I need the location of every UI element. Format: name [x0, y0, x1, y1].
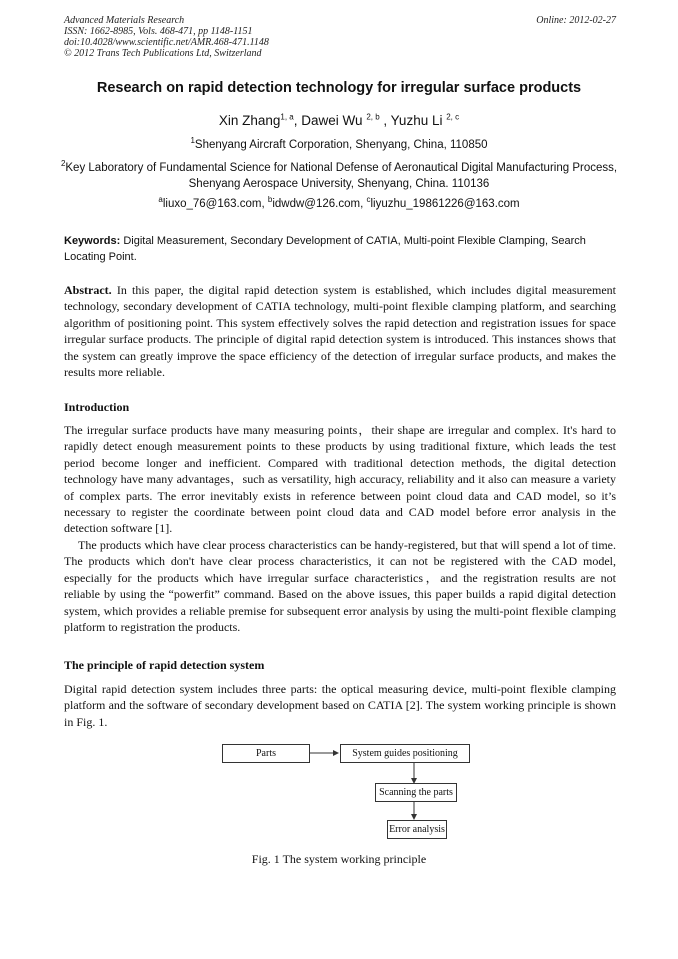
abstract-paragraph — [64, 282, 616, 380]
figure-caption: Fig. 1 The system working principle — [251, 852, 427, 866]
affiliation-superscript: 1 — [190, 136, 195, 146]
author-superscript: 2, c — [446, 112, 460, 122]
abstract-label: Abstract. — [64, 283, 112, 297]
flowchart-box-error-analysis: Error analysis — [387, 820, 447, 839]
copyright-line: © 2012 Trans Tech Publications Ltd, Switzerland — [64, 48, 262, 59]
email-address: liuxo_76@163.com, — [162, 198, 265, 210]
affiliation-2 — [40, 160, 638, 192]
author-superscript: 2, b — [366, 112, 380, 122]
author-name: Yuzhu Li — [390, 113, 443, 128]
email-superscript: c — [366, 195, 371, 205]
doi-line: doi:10.4028/www.scientific.net/AMR.468-471.1148 — [64, 37, 269, 48]
journal-name: Advanced Materials Research — [64, 15, 185, 26]
email-superscript: a — [158, 195, 163, 205]
keywords-text: Digital Measurement, Secondary Development of CATIA, Multi-point Flexible Clamping, Search Locating Point. — [64, 235, 586, 263]
author-name: Xin Zhang — [218, 113, 281, 128]
author-name: Dawei Wu — [301, 113, 363, 128]
affiliation-text: Shenyang Aircraft Corporation, Shenyang, China, 110850 — [194, 139, 488, 151]
section-heading-introduction: Introduction — [64, 400, 130, 414]
keywords-block — [64, 233, 616, 265]
journal-header — [64, 15, 616, 59]
flowchart-box-parts: Parts — [222, 744, 310, 763]
email-address: idwdw@126.com, — [272, 198, 364, 210]
paper-title: Research on rapid detection technology for irregular surface products — [96, 80, 582, 96]
author-superscript: 1, a — [280, 112, 294, 122]
intro-paragraph-1: The irregular surface products have many measuring points，their shape are irregular and complex. It's hard to rapidly detect enough measurement points to these products by using traditional fixture, which leads the test period become longer and inefficient. Compared with traditional detection methods, the digital detection technology have many advantages，such as versatility, high accuracy, reliability and it also can measure a variety of complex parts. The error inevitably exists in reference between point cloud data and CAD model, so it’s necessary to register the coordinate between point cloud data and CAD model before error analysis in the detection software [1]. — [64, 423, 616, 536]
abstract-text: In this paper, the digital rapid detection system is established, which includes digital measurement technology, secondary development of CATIA technology, multi-point flexible clamping platform, and searching algorithm of positioning point. This system effectively solves the rapid detection and registration issues for space irregular surface products. The principle of digital rapid detection system is introduced. This instances shows that the system can greatly improve the space efficiency of the detection of irregular surface products, and makes the results more reliable. — [64, 283, 617, 380]
affiliation-superscript: 2 — [60, 159, 66, 169]
email-address: liyuzhu_19861226@163.com — [370, 198, 520, 210]
email-superscript: b — [267, 195, 273, 205]
affiliation-text: Key Laboratory of Fundamental Science for National Defense of Aeronautical Digital Manufacturing Process, Shenyang Aerospace University, Shenyang, China. 110136 — [65, 162, 618, 190]
figure-1-flowchart — [222, 738, 472, 846]
flowchart-box-guides: System guides positioning — [340, 744, 470, 763]
email-list — [40, 196, 638, 212]
intro-paragraph-2: The products which have clear process characteristics can be handy-registered, but that will spend a lot of time. The products which don't have clear process characteristics, it can not be registered with the CAD model, especially for the products which have irregular surface characteristics，and the registration results are not reliable by using the “powerfit” command. Based on the above issues, this paper builds a rapid digital detection system, which provides a reliable premise for subsequent error analysis by using the multi-point flexible clamping platform to registration the products. — [64, 538, 616, 635]
principle-paragraph-1: Digital rapid detection system includes three parts: the optical measuring device, multi-point flexible clamping platform and the software of secondary development based on CATIA [2]. The system working principle is shown in Fig. 1. — [64, 682, 616, 729]
affiliation-1 — [40, 137, 638, 153]
section-heading-principle: The principle of rapid detection system — [64, 658, 265, 672]
author-list: Xin Zhang$^{1, a}$, Dawei Wu $^{2, b}$ , Yuzhu Li $^{2, c}$ — [218, 112, 460, 128]
issn-line: ISSN: 1662-8985, Vols. 468-471, pp 1148-1151 — [64, 26, 253, 37]
flowchart-box-scanning: Scanning the parts — [375, 783, 457, 802]
online-date: Online: 2012-02-27 — [536, 15, 616, 26]
keywords-label: Keywords: — [64, 235, 121, 247]
